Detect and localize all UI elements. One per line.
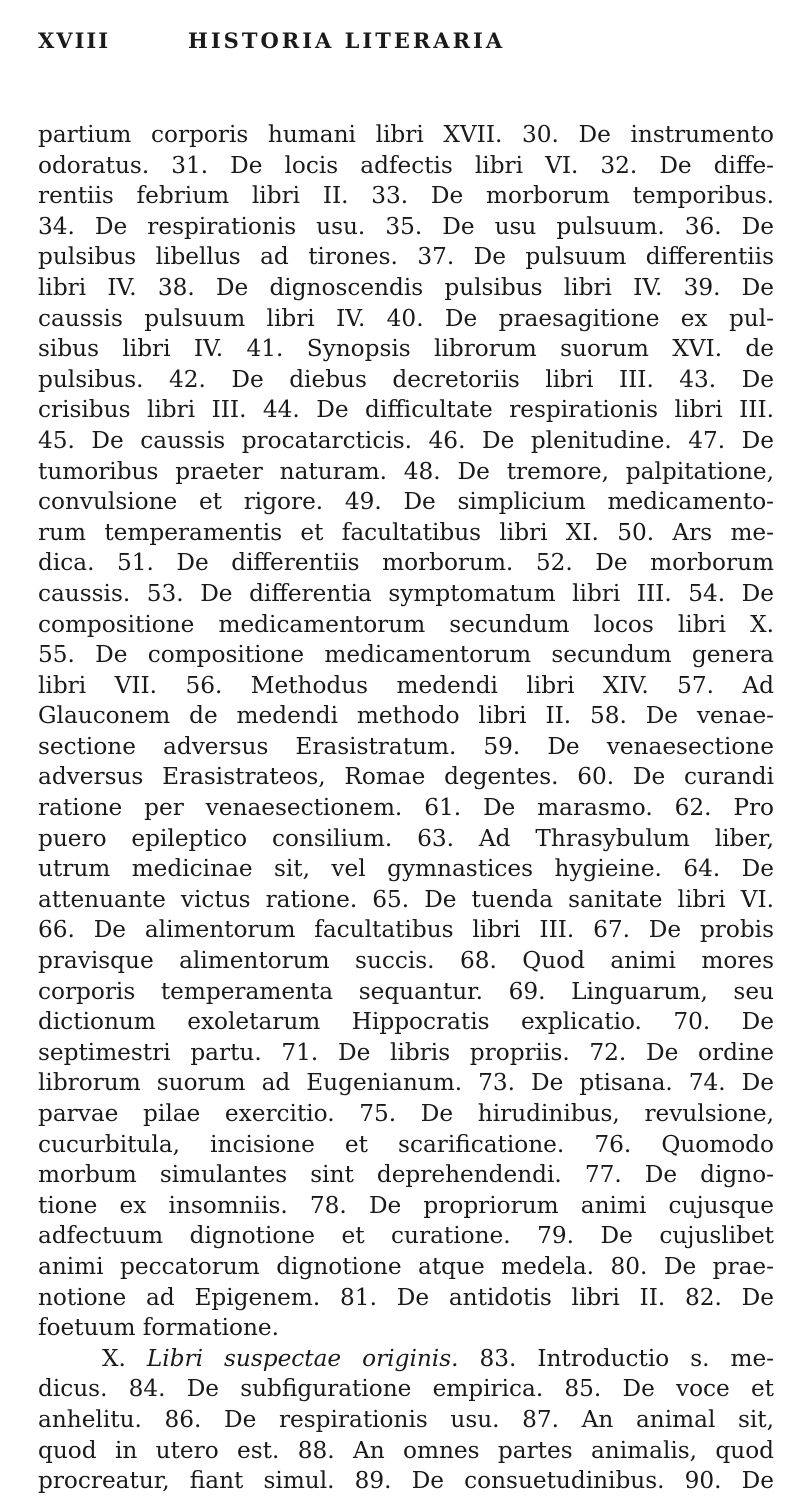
page-header (38, 28, 774, 60)
text-line: rentiis febrium libri II. 33. De morborum temporibus. (38, 182, 774, 210)
text-line: quod in utero est. 88. An omnes partes animalis, quod (38, 1436, 774, 1464)
text-line: rum temperamentis et facultatibus libri XI. 50. Ars me- (38, 518, 774, 546)
page-number: XVIII (38, 28, 111, 53)
text-line: tione ex insomniis. 78. De propriorum animi cujusque (38, 1191, 774, 1219)
text-line: attenuante victus ratione. 65. De tuenda sanitate libri VI. (38, 885, 774, 913)
text-line: morbum simulantes sint deprehendendi. 77. De digno- (38, 1161, 774, 1189)
text-line: odoratus. 31. De locis adfectis libri VI. 32. De diffe- (38, 151, 774, 179)
text-line: cucurbitula, incisione et scarificatione. 76. Quomodo (38, 1130, 774, 1158)
text-line: 66. De alimentorum facultatibus libri III. 67. De probis (38, 916, 774, 944)
text-line: dictionum exoletarum Hippocratis explicatio. 70. De (38, 1008, 774, 1036)
text-line: ratione per venaesectionem. 61. De marasmo. 62. Pro (38, 794, 774, 822)
text-line: 55. De compositione medicamentorum secundum genera (38, 641, 774, 669)
text-line: libri IV. 38. De dignoscendis pulsibus libri IV. 39. De (38, 273, 774, 301)
text-line: dica. 51. De differentiis morborum. 52. De morborum (38, 549, 774, 577)
text-line: dicus. 84. De subfiguratione empirica. 85. De voce et (38, 1375, 774, 1403)
text-line: 34. De respirationis usu. 35. De usu pulsuum. 36. De (38, 212, 774, 240)
text-line: animi peccatorum dignotione atque medela. 80. De prae- (38, 1252, 774, 1280)
text-line: adversus Erasistrateos, Romae degentes. 60. De curandi (38, 763, 774, 791)
text-line: anhelitu. 86. De respirationis usu. 87. An animal sit, (38, 1405, 774, 1433)
text-line: procreatur, fiant simul. 89. De consuetudinibus. 90. De (38, 1467, 774, 1495)
section-x-numeral: X. (102, 1344, 126, 1372)
text-line: sibus libri IV. 41. Synopsis librorum suorum XVI. de (38, 335, 774, 363)
text-line: pravisque alimentorum succis. 68. Quod animi mores (38, 947, 774, 975)
text-line: convulsione et rigore. 49. De simplicium medicamento- (38, 488, 774, 516)
text-line: tumoribus praeter naturam. 48. De tremore, palpitatione, (38, 457, 774, 485)
text-line: caussis. 53. De differentia symptomatum libri III. 54. De (38, 579, 774, 607)
text-line: utrum medicinae sit, vel gymnastices hygieine. 64. De (38, 855, 774, 883)
text-line: corporis temperamenta sequantur. 69. Linguarum, seu (38, 977, 774, 1005)
text-line: 45. De caussis procatarcticis. 46. De plenitudine. 47. De (38, 426, 774, 454)
text-line: compositione medicamentorum secundum locos libri X. (38, 610, 774, 638)
text-line: partium corporis humani libri XVII. 30. De instrumento (38, 121, 774, 148)
text-line: notione ad Epigenem. 81. De antidotis libri II. 82. De (38, 1283, 774, 1311)
running-head: HISTORIA LITERARIA (188, 28, 506, 53)
text-line: adfectuum dignotione et curatione. 79. De cujuslibet (38, 1222, 774, 1250)
text-line: pulsibus libellus ad tirones. 37. De pulsuum differentiis (38, 243, 774, 271)
section-x-title: Libri suspectae originis. (146, 1344, 459, 1372)
body-text (38, 120, 774, 1497)
text-line: crisibus libri III. 44. De difficultate respirationis libri III. (38, 396, 774, 424)
text-line: septimestri partu. 71. De libris propriis. 72. De ordine (38, 1038, 774, 1066)
text-line: pulsibus. 42. De diebus decretoriis libri III. 43. De (38, 365, 774, 393)
section-x-heading-line (38, 1344, 774, 1375)
text-line: caussis pulsuum libri IV. 40. De praesagitione ex pul- (38, 304, 774, 332)
text-line: librorum suorum ad Eugenianum. 73. De ptisana. 74. De (38, 1069, 774, 1097)
text-line: sectione adversus Erasistratum. 59. De venaesectione (38, 732, 774, 760)
text-line: Glauconem de medendi methodo libri II. 58. De venae- (38, 702, 774, 730)
text-line: foetuum formatione. (38, 1314, 279, 1342)
text-line: parvae pilae exercitio. 75. De hirudinibus, revulsione, (38, 1100, 774, 1127)
text-line: libri VII. 56. Methodus medendi libri XIV. 57. Ad (38, 671, 774, 699)
text-line: puero epileptico consilium. 63. Ad Thrasybulum liber, (38, 824, 774, 852)
section-x-first-line-rest: 83. Introductio s. me- (479, 1344, 774, 1372)
